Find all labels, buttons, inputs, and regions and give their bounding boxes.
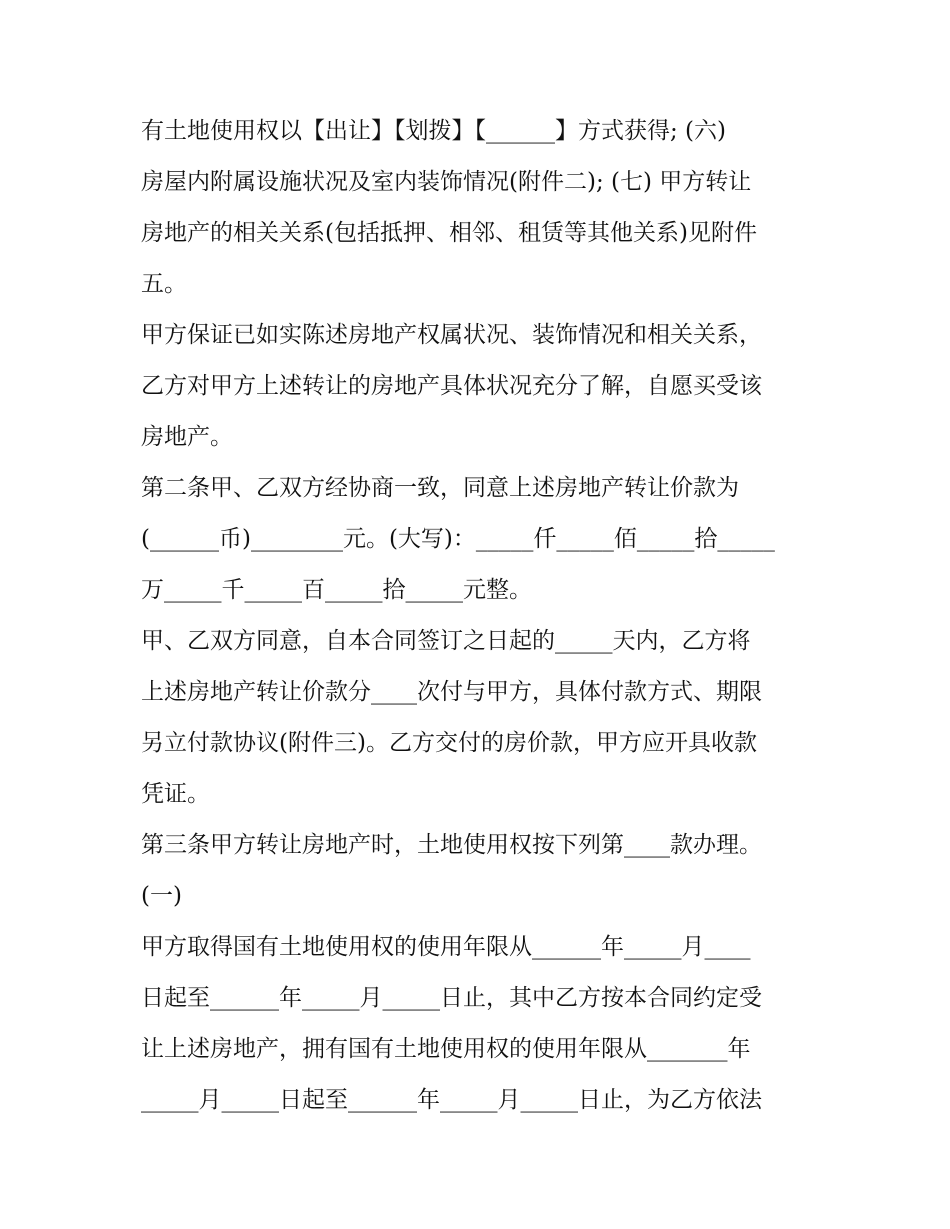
text-line: (______币)________元。(大写)：_____仟_____佰_____拾_____ — [141, 526, 775, 552]
text-line: 上述房地产转让价款分____次付与甲方，具体付款方式、期限 — [141, 679, 762, 705]
text-line: 乙方对甲方上述转让的房地产具体状况充分了解，自愿买受该 — [141, 373, 762, 399]
text-line: 让上述房地产，拥有国有土地使用权的使用年限从_______年 — [141, 1036, 751, 1062]
text-line: 五。 — [141, 271, 187, 297]
text-line: 甲方取得国有土地使用权的使用年限从______年_____月____ — [141, 934, 751, 960]
text-line: 有土地使用权以【出让】【划拨】【______】方式获得; (六) — [141, 118, 727, 144]
contract-text — [141, 106, 821, 1126]
text-line: 第二条甲、乙双方经协商一致，同意上述房地产转让价款为 — [141, 475, 739, 501]
text-line: 房地产。 — [141, 424, 233, 450]
text-line: _____月_____日起至______年_____月_____日止，为乙方依法 — [141, 1087, 762, 1113]
text-line: (一) — [141, 883, 182, 909]
text-line: 甲方保证已如实陈述房地产权属状况、装饰情况和相关关系， — [141, 322, 762, 348]
text-line: 房地产的相关关系(包括抵押、相邻、租赁等其他关系)见附件 — [141, 220, 757, 246]
text-line: 房屋内附属设施状况及室内装饰情况(附件二); (七) 甲方转让 — [141, 169, 752, 195]
text-line: 万_____千_____百_____拾_____元整。 — [141, 577, 532, 603]
text-line: 凭证。 — [141, 781, 210, 807]
text-line: 甲、乙双方同意，自本合同签订之日起的_____天内，乙方将 — [141, 628, 751, 654]
text-line: 第三条甲方转让房地产时，土地使用权按下列第____款办理。 — [141, 832, 762, 858]
text-line: 另立付款协议(附件三)。乙方交付的房价款，甲方应开具收款 — [141, 730, 757, 756]
text-line: 日起至______年_____月_____日止，其中乙方按本合同约定受 — [141, 985, 762, 1011]
